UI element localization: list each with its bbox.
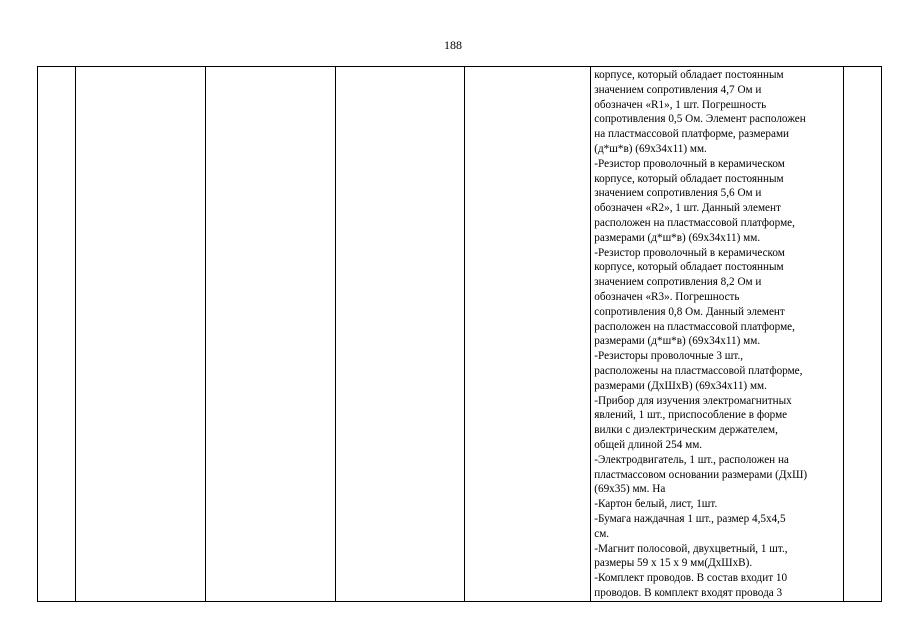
row-number-cell xyxy=(38,67,76,602)
description-line: размерами (д*ш*в) (69х34х11) мм. xyxy=(594,231,761,244)
description-line: размерами (ДхШхВ) (69х34х11) мм. xyxy=(594,379,767,392)
table-row xyxy=(38,67,882,602)
description-line: (69х35) мм. На xyxy=(594,483,666,496)
description-line: обозначен «R2», 1 шт. Данный элемент xyxy=(594,202,781,215)
description-line: проводов. В комплект входят провода 3 xyxy=(594,586,783,599)
description-cell xyxy=(591,67,844,602)
description-line: -Картон белый, лист, 1шт. xyxy=(594,498,718,511)
description-line: расположены на пластмассовой платформе, xyxy=(594,364,803,377)
description-line: значением сопротивления 5,6 Ом и xyxy=(594,187,762,200)
description-line: -Резистор проволочный в керамическом xyxy=(594,157,785,170)
description-line: общей длиной 254 мм. xyxy=(594,438,703,451)
description-line: -Электродвигатель, 1 шт., расположен на xyxy=(594,453,789,466)
description-line: -Резисторы проволочные 3 шт., xyxy=(594,350,744,363)
table-cell xyxy=(76,67,206,602)
description-line: обозначен «R3». Погрешность xyxy=(594,290,740,303)
description-line: на пластмассовой платформе, размерами xyxy=(594,128,790,141)
description-line: пластмассовом основании размерами (ДхШ) xyxy=(594,468,808,481)
description-line: -Бумага наждачная 1 шт., размер 4,5х4,5 xyxy=(594,512,786,525)
description-line: -Магнит полосовой, двухцветный, 1 шт., xyxy=(594,542,788,555)
table-cell xyxy=(464,67,590,602)
description-line: корпусе, который обладает постоянным xyxy=(594,261,784,274)
page-number: 188 xyxy=(444,38,462,52)
table-cell xyxy=(843,67,881,602)
description-line: явлений, 1 шт., приспособление в форме xyxy=(594,409,788,422)
table-cell xyxy=(206,67,335,602)
description-line: обозначен «R1», 1 шт. Погрешность xyxy=(594,98,767,111)
description-line: см. xyxy=(594,527,610,540)
description-line: значением сопротивления 4,7 Ом и xyxy=(594,83,762,96)
equipment-table xyxy=(37,66,882,602)
description-line: -Прибор для изучения электромагнитных xyxy=(594,394,792,407)
description-line: сопротивления 0,5 Ом. Элемент расположен xyxy=(594,113,806,126)
description-line: размеры 59 х 15 х 9 мм(ДхШхВ). xyxy=(594,557,753,570)
description-line: сопротивления 0,8 Ом. Данный элемент xyxy=(594,305,785,318)
description-line: расположен на пластмассовой платформе, xyxy=(594,320,795,333)
description-line: (д*ш*в) (69х34х11) мм. xyxy=(594,142,707,155)
table-cell xyxy=(335,67,464,602)
description-line: корпусе, который обладает постоянным xyxy=(594,172,784,185)
description-line: -Комплект проводов. В состав входит 10 xyxy=(594,572,788,585)
description-line: размерами (д*ш*в) (69х34х11) мм. xyxy=(594,335,761,348)
description-line: -Резистор проволочный в керамическом xyxy=(594,246,785,259)
description-line: значением сопротивления 8,2 Ом и xyxy=(594,276,762,289)
description-line: вилки с диэлектрическим держателем, xyxy=(594,424,778,437)
description-line: корпусе, который обладает постоянным xyxy=(594,69,784,81)
description-line: расположен на пластмассовой платформе, xyxy=(594,216,795,229)
